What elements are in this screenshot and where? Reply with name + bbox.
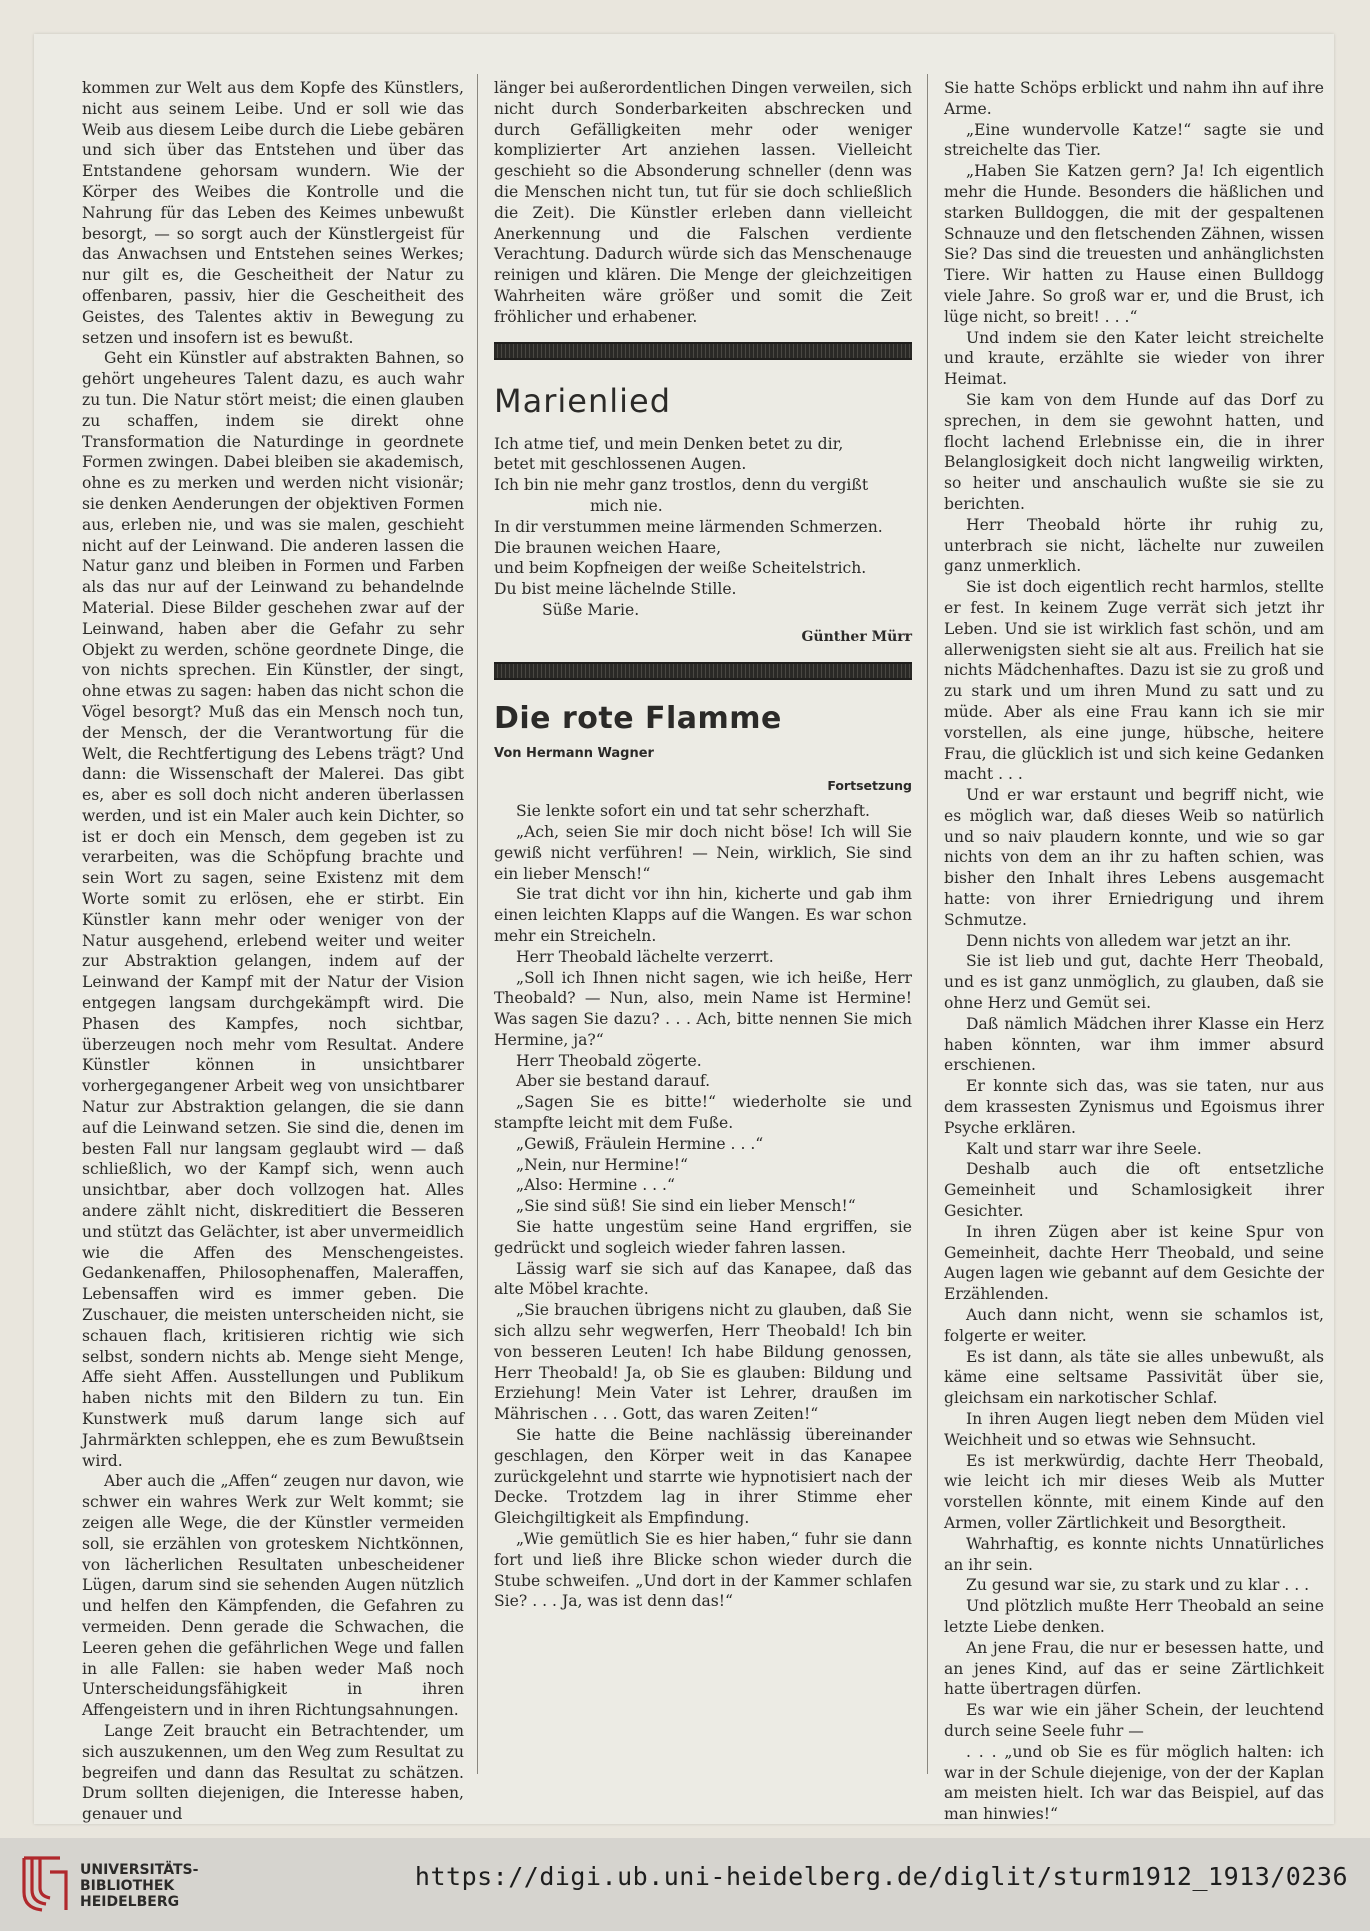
paragraph: Denn nichts von alledem war jetzt an ihr. xyxy=(966,931,1292,950)
poem-line: In dir verstummen meine lärmenden Schmerzen. xyxy=(494,517,883,536)
paragraph: Sie ist lieb und gut, dachte Herr Theobald, und es ist ganz unmöglich, zu glauben, daß sie ohne Herz und Gemüt sei. xyxy=(944,952,1324,1013)
paragraph: „Eine wundervolle Katze!“ sagte sie und streichelte das Tier. xyxy=(944,120,1324,160)
story-paragraph: Lässig warf sie sich auf das Kanapee, daß das alte Möbel krachte. xyxy=(494,1259,912,1299)
paragraph: Wahrhaftig, es konnte nichts Unnatürliches an ihr sein. xyxy=(944,1534,1324,1574)
poem-line: Süße Marie. xyxy=(542,600,640,619)
paragraph: In ihren Augen liegt neben dem Müden viel Weichheit und so etwas wie Sehnsucht. xyxy=(944,1410,1324,1449)
story-paragraph: Sie hatte die Beine nachlässig übereinander geschlagen, den Körper weit in das Kanapee zurückgelehnt und starrte wie hypnotisiert nach der Decke. Trotzdem lag in ihrer Stimme eher Gleichgiltigkeit als Empfindung. xyxy=(494,1426,912,1528)
poem-line: Ich bin nie mehr ganz trostlos, denn du vergißt xyxy=(494,476,869,495)
poem-line: Du bist meine lächelnde Stille. xyxy=(494,580,737,599)
paragraph: Sie hatte Schöps erblickt und nahm ihn auf ihre Arme. xyxy=(944,79,1324,118)
university-library-logo-icon xyxy=(16,1852,74,1916)
column-2 xyxy=(494,78,912,1612)
paragraph: Herr Theobald hörte ihr ruhig zu, unterbrach sie nicht, lächelte nur zuweilen ganz unmerklich. xyxy=(944,515,1324,576)
paragraph: länger bei außerordentlichen Dingen verweilen, sich nicht durch Sonderbarkeiten abschrecken und durch Gefälligkeiten mehr oder weniger komplizierter Art anziehen lassen. Vielleicht geschieht so die Absonderung schneller (denn was die Menschen nicht tun, tut für sie doch schließlich die Zeit). Die Künstler erleben dann vielleicht Anerkennung und die Falschen verdiente Verachtung. Dadurch würde sich das Menschenauge reinigen und klären. Die Menge der gleichzeitigen Wahrheiten wäre größer und somit die Zeit fröhlicher und erhabener. xyxy=(494,79,912,326)
column-divider xyxy=(477,74,478,1774)
continued-label: Fortsetzung xyxy=(827,778,912,794)
story-title: Die rote Flamme xyxy=(494,700,782,736)
story-paragraph: „Sie sind süß! Sie sind ein lieber Mensch!“ xyxy=(516,1197,856,1216)
story-paragraph: „Wie gemütlich Sie es hier haben,“ fuhr sie dann fort und ließ ihre Blicke schon wieder durch die Stube schweifen. „Und dort in der Kammer schlafen Sie? . . . Ja, was ist denn das!“ xyxy=(494,1530,912,1611)
library-name-line: UNIVERSITÄTS- xyxy=(80,1862,199,1878)
column-1 xyxy=(82,78,464,1825)
viewer-footer xyxy=(0,1838,1370,1931)
poem-lines xyxy=(494,434,912,621)
story-paragraph: Sie trat dicht vor ihn hin, kicherte und gab ihm einen leichten Klapps auf die Wangen. Es war schon mehr ein Streicheln. xyxy=(494,885,912,945)
paragraph: „Haben Sie Katzen gern? Ja! Ich eigentlich mehr die Hunde. Besonders die häßlichen und starken Bulldoggen, die mit der gespaltenen Schnauze und den fletschenden Zähnen, wissen Sie? Das sind die treuesten und anhänglichsten Tiere. Wir hatten zu Hause einen Bulldogg viele Jahre. So groß war er, und die Brust, ich lüge nicht, so breit! . . .“ xyxy=(944,162,1324,326)
library-name-line: BIBLIOTHEK xyxy=(80,1878,175,1894)
story-paragraph: „Ach, seien Sie mir doch nicht böse! Ich will Sie gewiß nicht verführen! — Nein, wirklich, Sie sind ein lieber Mensch!“ xyxy=(494,822,912,883)
story-paragraph: „Nein, nur Hermine!“ xyxy=(516,1155,688,1174)
paragraph: Und indem sie den Kater leicht streichelte und kraute, erzählte sie wieder von ihrer Heimat. xyxy=(944,328,1324,389)
poem-line: mich nie. xyxy=(590,496,663,515)
paragraph: kommen zur Welt aus dem Kopfe des Künstlers, nicht aus seinem Leibe. Und er soll wie das Weib aus diesem Leibe durch die Liebe gebären und sich über das Entstehen und über das Entstandene gehorsam wundern. Wie der Körper des Weibes die Kontrolle und die Nahrung für das Leben des Keimes unbewußt besorgt, — so sorgt auch der Künstlergeist für das Anwachsen und Entstehen seines Werkes; nur gilt es, die Gescheitheit der Natur zu offenbaren, passiv, hier die Gescheitheit des Geistes, des Talentes aktiv in Bewegung zu setzen und insofern ist es bewußt. xyxy=(82,79,464,347)
paragraph: Kalt und starr war ihre Seele. xyxy=(966,1139,1202,1158)
poem-section xyxy=(494,382,912,648)
story-paragraphs xyxy=(494,801,912,1612)
story-paragraph: Sie hatte ungestüm seine Hand ergriffen, sie gedrückt und sogleich wieder fahren lassen. xyxy=(494,1218,912,1257)
paragraph: Aber auch die „Affen“ zeugen nur davon, wie schwer ein wahres Werk zur Welt kommt; sie zeigen alle Wege, die der Künstler vermeiden soll, sie erzählen von groteskem Nichtkönnen, von lächerlichen Resultaten unbescheidener Lügen, darum sind sie sehenden Augen nützlich und helfen den Kämpfenden, die Gefahren zu vermeiden. Denn gerade die Schwachen, die Leeren gehen die gefährlichen Wege und fallen in alle Fallen: sie haben weder Maß noch Unterscheidungsfähigkeit in ihren Affengeistern und in ihren Richtungsahnungen. xyxy=(82,1472,464,1720)
newspaper-page xyxy=(34,34,1334,1824)
paragraph: Er konnte sich das, was sie taten, nur aus dem krassesten Zynismus und Egoismus ihrer Psyche erklären. xyxy=(944,1077,1324,1137)
paragraph: Und plötzlich mußte Herr Theobald an seine letzte Liebe denken. xyxy=(944,1597,1324,1636)
paragraph: Und er war erstaunt und begriff nicht, wie es möglich war, daß dieses Weib so natürlich und so naiv plaudern konnte, und wie so gar nichts von dem an ihr zu haften schien, was bisher den Inhalt ihres Lebens ausgemacht hatte: von ihrer Erniedrigung und ihrem Schmutze. xyxy=(944,786,1324,929)
library-name xyxy=(80,1862,198,1910)
paragraph: Es ist dann, als täte sie alles unbewußt, als käme eine seltsame Passivität über sie, gleichsam ein narkotischer Schlaf. xyxy=(944,1347,1324,1408)
paragraph: . . . „und ob Sie es für möglich halten: ich war in der Schule diejenige, von der der Kaplan am meisten hielt. Ich war das Beispiel, auf das man hinwies!“ xyxy=(944,1742,1324,1824)
story-paragraph: „Soll ich Ihnen nicht sagen, wie ich heiße, Herr Theobald? — Nun, also, mein Name ist Hermine! Was sagen Sie dazu? . . . Ach, bitte nennen Sie mich Hermine, ja?“ xyxy=(494,968,912,1049)
column-divider xyxy=(927,74,928,1774)
page-url[interactable]: https://digi.ub.uni-heidelberg.de/diglit/sturm1912_1913/0236 xyxy=(414,1862,1348,1891)
poem-line: betet mit geschlossenen Augen. xyxy=(494,455,747,474)
story-byline: Von Hermann Wagner xyxy=(494,745,654,761)
paragraph: Lange Zeit braucht ein Betrachtender, um sich auszukennen, um den Weg zum Resultat zu begreifen und dann das Resultat zu schätzen. Drum sollten diejenigen, die Interesse haben, genauer und xyxy=(82,1721,464,1824)
section-divider-bar xyxy=(494,342,912,360)
story-paragraph: Sie lenkte sofort ein und tat sehr scherzhaft. xyxy=(516,802,870,821)
paragraph: Deshalb auch die oft entsetzliche Gemeinheit und Schamlosigkeit ihrer Gesichter. xyxy=(944,1160,1324,1221)
paragraph: Daß nämlich Mädchen ihrer Klasse ein Herz haben könnten, war ihm immer absurd erschienen. xyxy=(944,1014,1324,1075)
poem-author: Günther Mürr xyxy=(801,628,912,645)
poem-line: Ich atme tief, und mein Denken betet zu dir, xyxy=(494,434,844,453)
poem-line: und beim Kopfneigen der weiße Scheitelstrich. xyxy=(494,559,867,578)
paragraph: Sie kam von dem Hunde auf das Dorf zu sprechen, in dem sie gewohnt hatten, und flocht lachend Erlebnisse ein, die in ihrer Belanglosigkeit doch nicht langweilig wirkten, so heiter und anschaulich wußte sie sie zu berichten. xyxy=(944,390,1324,513)
story-section xyxy=(494,700,912,1613)
column-3 xyxy=(944,78,1324,1825)
paragraph: In ihren Zügen aber ist keine Spur von Gemeinheit, dachte Herr Theobald, und seine Augen lagen wie gebannt auf dem Gesichte der Erzählenden. xyxy=(944,1222,1324,1304)
story-paragraph: „Gewiß, Fräulein Hermine . . .“ xyxy=(516,1134,764,1153)
story-paragraph: Aber sie bestand darauf. xyxy=(516,1072,711,1091)
paragraph: Geht ein Künstler auf abstrakten Bahnen, so gehört ungeheures Talent dazu, es auch wahr zu tun. Die Natur stört meist; die einen glauben zu schaffen, indem sie direkt ohne Transformation die Naturdinge in geordnete Formen zwingen. Dabei bleiben sie akademisch, ohne es zu merken und werden nicht visionär; sie denken Aenderungen der objektiven Formen aus, erleben nie, und was sie malen, geschieht nicht auf der Leinwand. Die anderen lassen die Natur ganz und bleiben in Formen und Farben als das nur auf der Leinwand zu behandelnde Material. Diese Bilder geschehen zwar auf der Leinwand, haben aber die Gefahr zu sehr Objekt zu werden, schöne geordnete Dinge, die von nichts sprechen. Ein Künstler, der singt, ohne etwas zu sagen: haben das nicht schon die Vögel besorgt? Muß das ein Mensch noch tun, der Mensch, der die Verantwortung für die Welt, die Rechtfertigung des Lebens trägt? Und dann: die Wissenschaft der Malerei. Das gibt es, aber es soll doch nicht anderen überlassen werden, und ist ein Maler auch kein Dichter, so ist er doch ein Mensch, dem gegeben ist zu verarbeiten, was die Schöpfung brachte und sein Wort zu sagen, seine Existenz mit dem Worte somit zu erlösen, ehe er stirbt. Ein Künstler kann mehr oder weniger von der Natur ausgehend, erlebend weiter und weiter zur Abstraktion gelangen, indem auf der Leinwand der Kampf mit der Natur der Vision entgegen langsam durchgekämpft wird. Die Phasen des Kampfes, noch sichtbar, überzeugen noch mehr vom Resultat. Andere Künstler können in unsichtbarer vorhergegangener Arbeit weg von unsichtbarer Natur zur Abstraktion gelangen, die sie dann auf die Leinwand setzen. Sie sind die, denen im besten Fall nur langsam geglaubt wird — daß schließlich, wo der Kampf sich, wenn auch unsichtbar, aber doch vollzogen hat. Alles andere zählt nicht, diskreditiert die Besseren und stützt das Gelächter, ist aber unvermeidlich wie die Affen des Menschengeistes. Gedankenaffen, Philosophenaffen, Maleraffen, Lebensaffen wird es immer geben. Die Zuschauer, die meisten unterscheiden nicht, sie schauen flach, kritisieren richtig wie sich selbst, sondern nichts ab. Menge sieht Menge, Affe sieht Affen. Ausstellungen und Publikum haben nichts mit den Bildern zu tun. Ein Kunstwerk muß darum lange sich auf Jahrmärkten schleppen, ehe es zum Bewußtsein wird. xyxy=(82,349,464,1470)
poem-line: Die braunen weichen Haare, xyxy=(494,538,722,557)
paragraph: Sie ist doch eigentlich recht harmlos, stellte er fest. In keinem Zuge verrät sich jetzt ihr Leben. Und sie ist wirklich fast schön, und am allerwenigsten sieht sie alt aus. Freilich hat sie nichts Mädchenhaftes. Dazu ist sie zu groß und zu stark und um ihren Mund zu satt und zu müde. Aber als eine Frau kann ich sie mir vorstellen, als eine junge, hübsche, heitere Frau, die glücklich ist und sich keine Gedanken macht . . . xyxy=(944,578,1324,784)
story-paragraph: Herr Theobald zögerte. xyxy=(516,1051,702,1070)
paragraph: Es war wie ein jäher Schein, der leuchtend durch seine Seele fuhr — xyxy=(944,1701,1324,1740)
story-paragraph: „Sagen Sie es bitte!“ wiederholte sie und stampfte leicht mit dem Fuße. xyxy=(494,1093,912,1133)
paragraph: Es ist merkwürdig, dachte Herr Theobald, wie leicht ich mir dieses Weib als Mutter vorstellen könnte, mit einem Kinde auf den Armen, voller Zärtlichkeit und Besorgtheit. xyxy=(944,1451,1324,1532)
paragraph: An jene Frau, die nur er besessen hatte, und an jenes Kind, auf das er seine Zärtlichkeit hatte übertragen dürfen. xyxy=(944,1638,1324,1699)
story-paragraph: Herr Theobald lächelte verzerrt. xyxy=(516,947,774,966)
paragraph: Auch dann nicht, wenn sie schamlos ist, folgerte er weiter. xyxy=(944,1306,1324,1345)
poem-title: Marienlied xyxy=(494,381,672,420)
section-divider-bar xyxy=(494,662,912,680)
library-name-line: HEIDELBERG xyxy=(80,1894,180,1910)
story-paragraph: „Sie brauchen übrigens nicht zu glauben, daß Sie sich allzu sehr wegwerfen, Herr Theobald! Ich bin von besseren Leuten! Ich habe Bildung genossen, Herr Theobald! Ja, ob Sie es glauben: Bildung und Erziehung! Mein Vater ist Lehrer, draußen im Mährischen . . . Gott, das waren Zeiten!“ xyxy=(494,1301,912,1424)
paragraph: Zu gesund war sie, zu stark und zu klar . . . xyxy=(966,1576,1310,1595)
story-paragraph: „Also: Hermine . . .“ xyxy=(516,1176,675,1195)
